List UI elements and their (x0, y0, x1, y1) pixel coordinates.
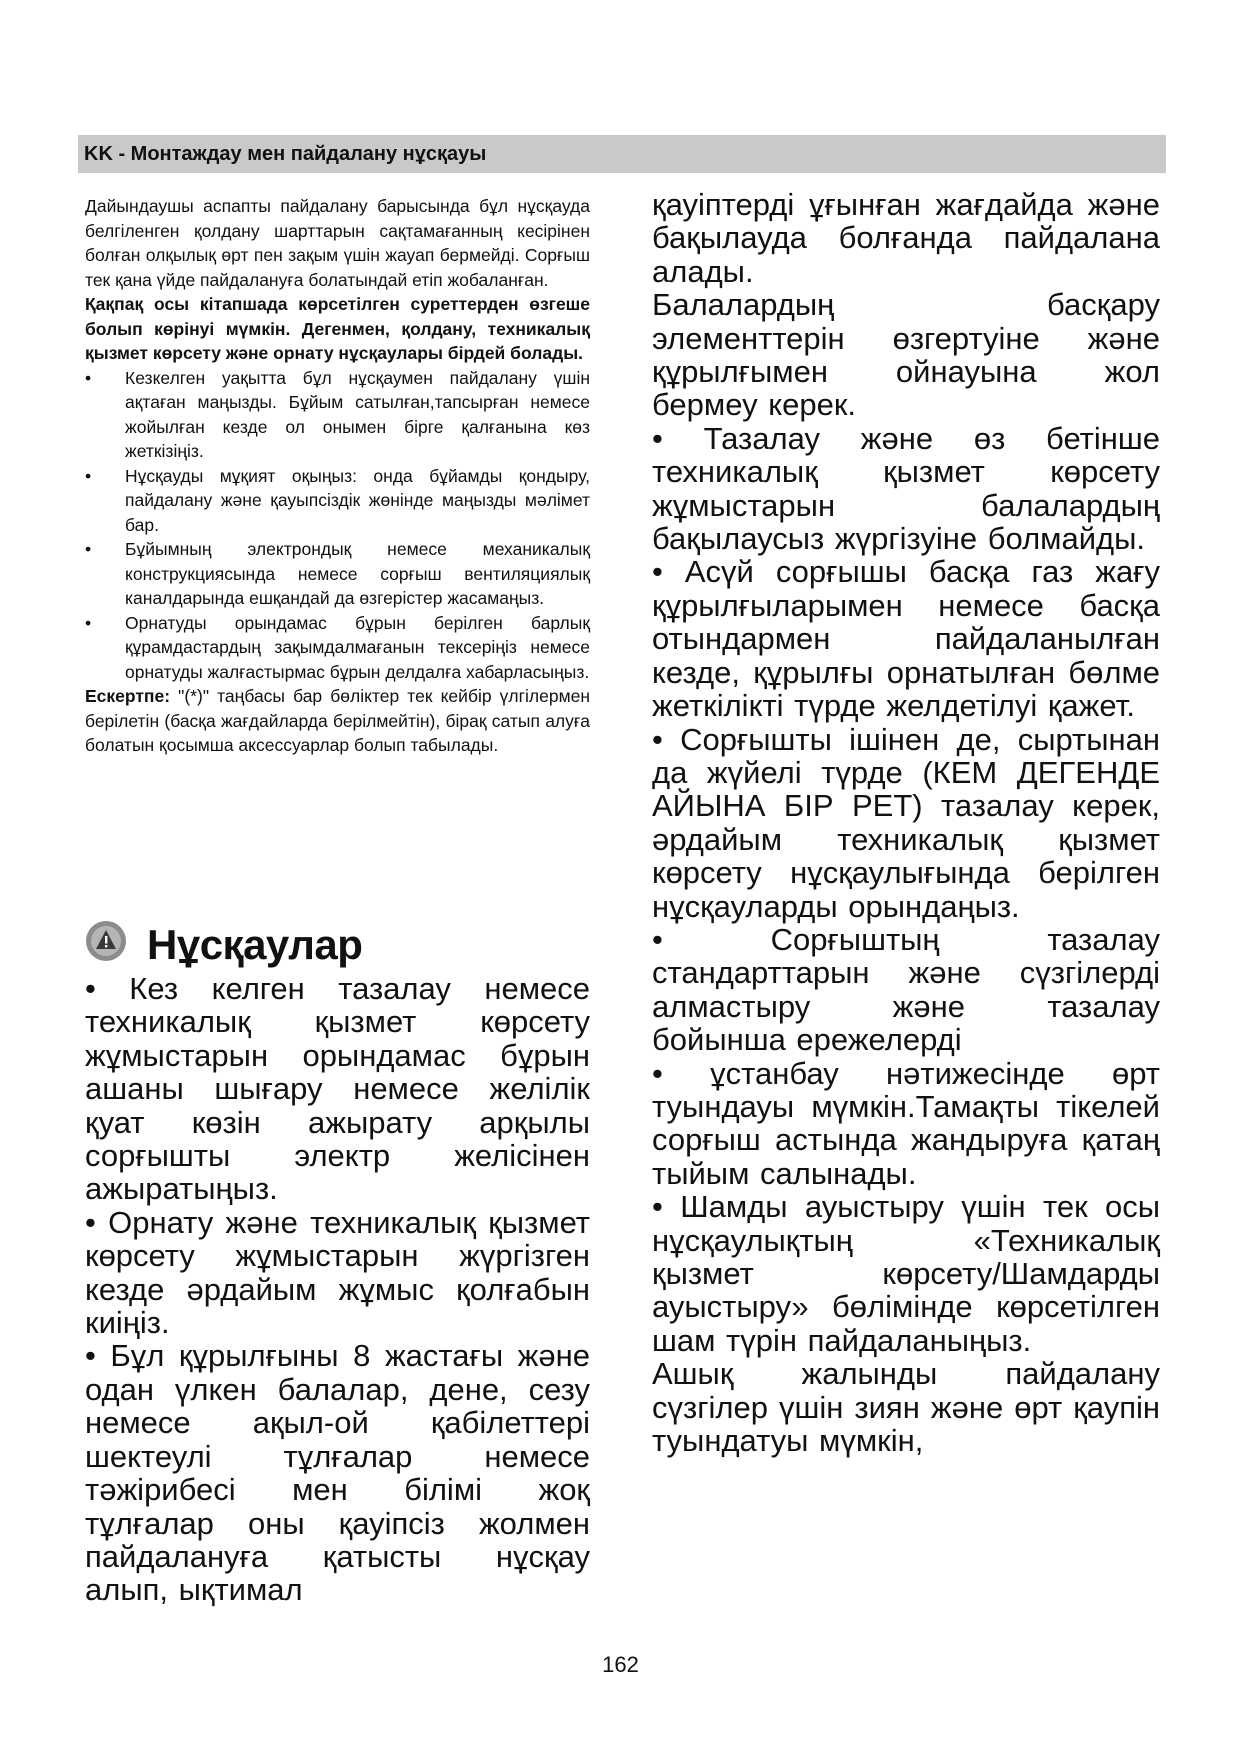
big-paragraph: • Тазалау және өз бетінше техникалық қызмет көрсету жұмыстарын балалардың бақылаусыз жүргізуіне болмайды. (652, 420, 1160, 557)
section-title: Нұсқаулар (147, 921, 363, 968)
note-text: "(*)" таңбасы бар бөліктер тек кейбір үлгілермен берілетін (басқа жағдайларда берілмейтін), бірақ сатып алуға болатын қосымша аксессуарлар болып табылады. (85, 686, 590, 755)
right-big-text (652, 188, 1160, 1457)
big-paragraph: • Орнату және техникалық қызмет көрсету жұмыстарын жүргізген кезде әрдайым жұмыс қолғабын киіңіз. (85, 1204, 590, 1341)
big-paragraph: • Шамды ауыстыру үшін тек осы нұсқаулықтың «Техникалық қызмет көрсету/Шамдарды ауыстыру» бөлімінде көрсетілген шам түрін пайдаланыңыз. (652, 1189, 1160, 1358)
list-item: • Нұсқауды мұқият оқыңыз: онда бұйамды қондыру, пайдалану және қауыпсіздік жөнінде маңызды мәлімет бар. (85, 464, 590, 538)
big-paragraph: • ұстанбау нәтижесінде өрт туындауы мүмкін.Тамақты тікелей сорғыш астында жандыруға қатаң тыйым салынады. (652, 1055, 1160, 1191)
warning-icon (85, 920, 127, 962)
note-label: Ескертпе: (85, 686, 171, 706)
intro-paragraph: Дайындаушы аспапты пайдалану барысында бұл нұсқауда белгіленген қолдану шарттарын сақтамағанның кесірінен болған олқылық өрт пен зақым үшін жауап бермейді. Сорғыш тек қана үйде пайдалануға болатындай етіп жобаланған. (85, 196, 590, 290)
header-title: KK - Монтаждау мен пайдалану нұсқауы (84, 143, 487, 165)
list-item: • Кезкелген уақытта бұл нұсқаумен пайдалану үшін ақтаған маңызды. Бұйым сатылған,тапсырған немесе жойылған кезде ол онымен бірге қалғанына көз жеткізіңіз. (85, 366, 590, 464)
left-small-text (85, 194, 590, 758)
section-heading (85, 918, 590, 972)
big-paragraph: қауіптерді ұғынған жағдайда және бақылауда болғанда пайдалана алады. (652, 187, 1160, 289)
bold-note: Қақпақ осы кітапшада көрсетілген суреттерден өзгеше болып көрінуі мүмкін. Дегенмен, қолдану, техникалық қызмет көрсету және орнату нұсқаулары бірдей болады. (85, 294, 590, 363)
big-paragraph: • Асүй сорғышы басқа газ жағу құрылғыларымен немесе басқа отындармен пайдаланылған кезде, құрылғы орнатылған бөлме жеткілікті түрде желдетілуі қажет. (652, 554, 1160, 724)
note-paragraph (85, 684, 590, 758)
list-item: • Бұйымның электрондық немесе механикалық конструкциясында немесе сорғыш вентиляциялық каналдарында ешқандай да өзгерістер жасамаңыз. (85, 537, 590, 611)
left-big-text (85, 972, 590, 1607)
big-paragraph: Балалардың басқару элементтерін өзгертуіне және құрылғымен ойнауына жол бермеу керек. (652, 287, 1160, 423)
big-paragraph: • Кез келген тазалау немесе техникалық қызмет көрсету жұмыстарын орындамас бұрын ашаны шығару немесе желілік қуат көзін ажырату арқылы сорғышты электр желісінен ажыратыңыз. (85, 971, 590, 1207)
header-bar (78, 135, 1166, 173)
list-item: • Орнатуды орындамас бұрын берілген барлық құрамдастардың зақымдалмағанын тексеріңіз немесе орнатуды жалғастырмас бұрын делдалға хабарласыңыз. (85, 611, 590, 685)
big-paragraph: • Сорғышты ішінен де, сыртынан да жүйелі түрде (КЕМ ДЕГЕНДЕ АЙЫНА БІР РЕТ) тазалау керек, әрдайым техникалық қызмет көрсету нұсқаулығында берілген нұсқауларды орындаңыз. (652, 721, 1160, 924)
bullet-list (85, 366, 590, 685)
big-paragraph: • Бұл құрылғыны 8 жастағы және одан үлкен балалар, дене, сезу немесе ақыл-ой қабілеттері шектеулі тұлғалар немесе тәжірибесі мен білімі жоқ тұлғалар оны қауіпсіз жолмен пайдалануға қатысты нұсқау алып, ықтимал (85, 1338, 590, 1608)
page-number: 162 (602, 1652, 639, 1677)
big-paragraph: • Сорғыштың тазалау стандарттарын және сүзгілерді алмастыру және тазалау бойынша ережелерді (652, 921, 1160, 1058)
big-paragraph: Ашық жалынды пайдалану сүзгілер үшін зиян және өрт қаупін туындатуы мүмкін, (652, 1356, 1160, 1459)
